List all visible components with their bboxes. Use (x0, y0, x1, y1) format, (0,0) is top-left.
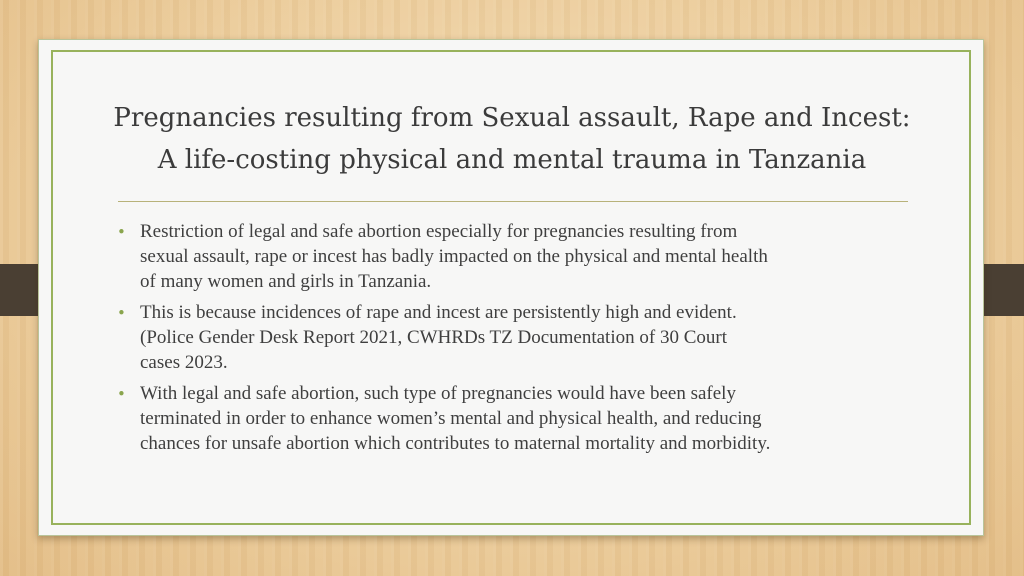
title-line-1: Pregnancies resulting from Sexual assault, Rape and Incest: (113, 103, 911, 133)
bullet-text (140, 219, 916, 294)
bullet-line: of many women and girls in Tanzania. (140, 271, 432, 292)
bullet-line: This is because incidences of rape and incest are persistently high and evident. (140, 302, 737, 323)
bullet-line: (Police Gender Desk Report 2021, CWHRDs TZ Documentation of 30 Court (140, 327, 727, 348)
bullet-text (140, 300, 916, 375)
bullet-line: chances for unsafe abortion which contributes to maternal mortality and morbidity. (140, 433, 771, 454)
bullet-item-restriction (116, 219, 916, 294)
bullet-line: Restriction of legal and safe abortion especially for pregnancies resulting from (140, 221, 738, 242)
bullet-line: cases 2023. (140, 352, 228, 373)
bullet-text (140, 381, 916, 456)
bullet-item-incidences (116, 300, 916, 375)
title-divider (118, 201, 908, 202)
bullet-line: sexual assault, rape or incest has badly impacted on the physical and mental health (140, 246, 768, 267)
bullet-list (116, 219, 916, 462)
slide-title (62, 97, 962, 181)
bullet-line: terminated in order to enhance women’s mental and physical health, and reducing (140, 408, 762, 429)
bullet-icon: • (117, 385, 126, 403)
bullet-icon: • (117, 304, 126, 322)
bullet-icon: • (117, 223, 126, 241)
bullet-line: With legal and safe abortion, such type of pregnancies would have been safely (140, 383, 736, 404)
title-line-2: A life-costing physical and mental trauma in Tanzania (157, 145, 867, 175)
bullet-item-legal-abortion (116, 381, 916, 456)
